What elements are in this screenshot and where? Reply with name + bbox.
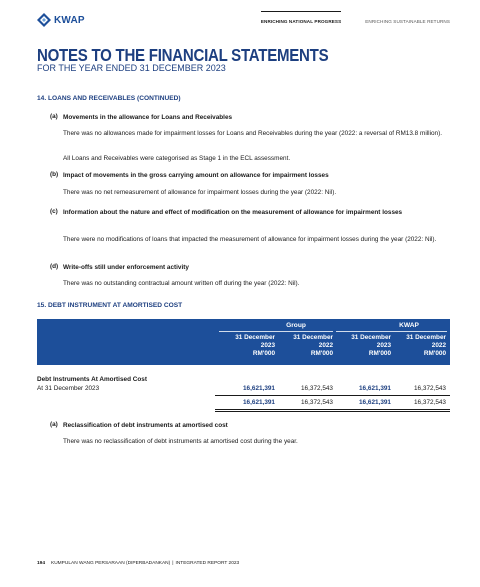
paragraph-14a-2: All Loans and Receivables were categorised as Stage 1 in the ECL assessment. (63, 155, 291, 162)
subsection-title: Impact of movements in the gross carrying amount on allowance for impairment losses (63, 172, 329, 179)
kwap-logo (37, 13, 85, 27)
total-rule-1 (215, 409, 450, 410)
report-name-left: KUMPULAN WANG PERSARAAN (DIPERBADANKAN) (51, 561, 171, 566)
column-header-unit: RM'000 (423, 350, 446, 357)
column-header-unit: RM'000 (252, 350, 275, 357)
page-number: 194 (37, 561, 46, 566)
subtotal-rule (215, 395, 450, 396)
page-footer (37, 561, 239, 566)
column-header-year: 2022 (431, 342, 446, 349)
column-header-date: 31 December (351, 334, 391, 341)
table-total-cell: 16,372,543 (414, 399, 446, 406)
column-header-group-2022 (273, 334, 333, 358)
paragraph-14d-1: There was no outstanding contractual amount written off during the year (2022: Nil). (63, 280, 300, 287)
subsection-title: Movements in the allowance for Loans and Receivables (63, 114, 233, 121)
paragraph-14b-1: There was no net remeasurement of allowance for impairment losses during the year (2022: Nil). (63, 189, 337, 196)
column-header-year: 2023 (260, 342, 275, 349)
logo-text: KWAP (54, 14, 85, 26)
column-header-kwap-2023 (331, 334, 391, 358)
kwap-emblem-icon (37, 13, 51, 27)
subsection-label: (a) (50, 421, 58, 428)
table-total-cell: 16,372,543 (301, 399, 333, 406)
page-header (37, 11, 450, 35)
table-total-cell: 16,621,391 (243, 399, 275, 406)
table-cell: 16,621,391 (243, 385, 275, 392)
group-header-group: Group (286, 322, 306, 329)
nav-tab-sustainable-returns[interactable]: ENRICHING SUSTAINABLE RETURNS (365, 19, 450, 24)
column-header-date: 31 December (293, 334, 333, 341)
column-header-kwap-2022 (386, 334, 446, 358)
column-header-year: 2023 (376, 342, 391, 349)
column-header-date: 31 December (406, 334, 446, 341)
subsection-label: (a) (50, 113, 58, 120)
subsection-label: (b) (50, 171, 59, 178)
table-cell: 16,372,543 (301, 385, 333, 392)
paragraph-14a-1: There was no allowances made for impairment losses for Loans and Receivables during the year (2022: a reversal of RM13.8 million). (63, 130, 443, 137)
table-row-heading: Debt Instruments At Amortised Cost (37, 376, 147, 383)
table-total-cell: 16,621,391 (359, 399, 391, 406)
group-divider (219, 331, 333, 332)
table-row-label: At 31 December 2023 (37, 385, 100, 392)
footer-separator: | (172, 561, 174, 566)
paragraph-14c-1: There were no modifications of loans that impacted the measurement of allowance for impairment losses during the year (2022: Nil). (63, 236, 437, 243)
section-15-heading: 15. DEBT INSTRUMENT AT AMORTISED COST (37, 302, 183, 309)
report-name-right: INTEGRATED REPORT 2023 (175, 561, 240, 566)
group-header-kwap: KWAP (399, 322, 419, 329)
column-header-year: 2022 (318, 342, 333, 349)
page-subtitle: FOR THE YEAR ENDED 31 DECEMBER 2023 (37, 63, 226, 73)
column-header-date: 31 December (235, 334, 275, 341)
header-nav (261, 11, 450, 24)
section-14-heading: 14. LOANS AND RECEIVABLES (CONTINUED) (37, 95, 181, 102)
subsection-label: (c) (50, 208, 58, 215)
paragraph-15a-1: There was no reclassification of debt instruments at amortised cost during the year. (63, 438, 298, 445)
table-cell: 16,372,543 (414, 385, 446, 392)
kwap-divider (336, 331, 447, 332)
table-header (37, 319, 450, 365)
subsection-title: Information about the nature and effect of modification on the measurement of allowance for impairment losses (63, 209, 403, 216)
column-header-unit: RM'000 (310, 350, 333, 357)
page-title: NOTES TO THE FINANCIAL STATEMENTS (37, 45, 329, 65)
column-header-unit: RM'000 (368, 350, 391, 357)
nav-tab-national-progress[interactable]: ENRICHING NATIONAL PROGRESS (261, 11, 341, 24)
subsection-title: Reclassification of debt instruments at amortised cost (63, 422, 228, 429)
column-header-group-2023 (215, 334, 275, 358)
subsection-title: Write-offs still under enforcement activity (63, 264, 189, 271)
subsection-label: (d) (50, 263, 59, 270)
table-cell: 16,621,391 (359, 385, 391, 392)
total-rule-2 (215, 411, 450, 412)
